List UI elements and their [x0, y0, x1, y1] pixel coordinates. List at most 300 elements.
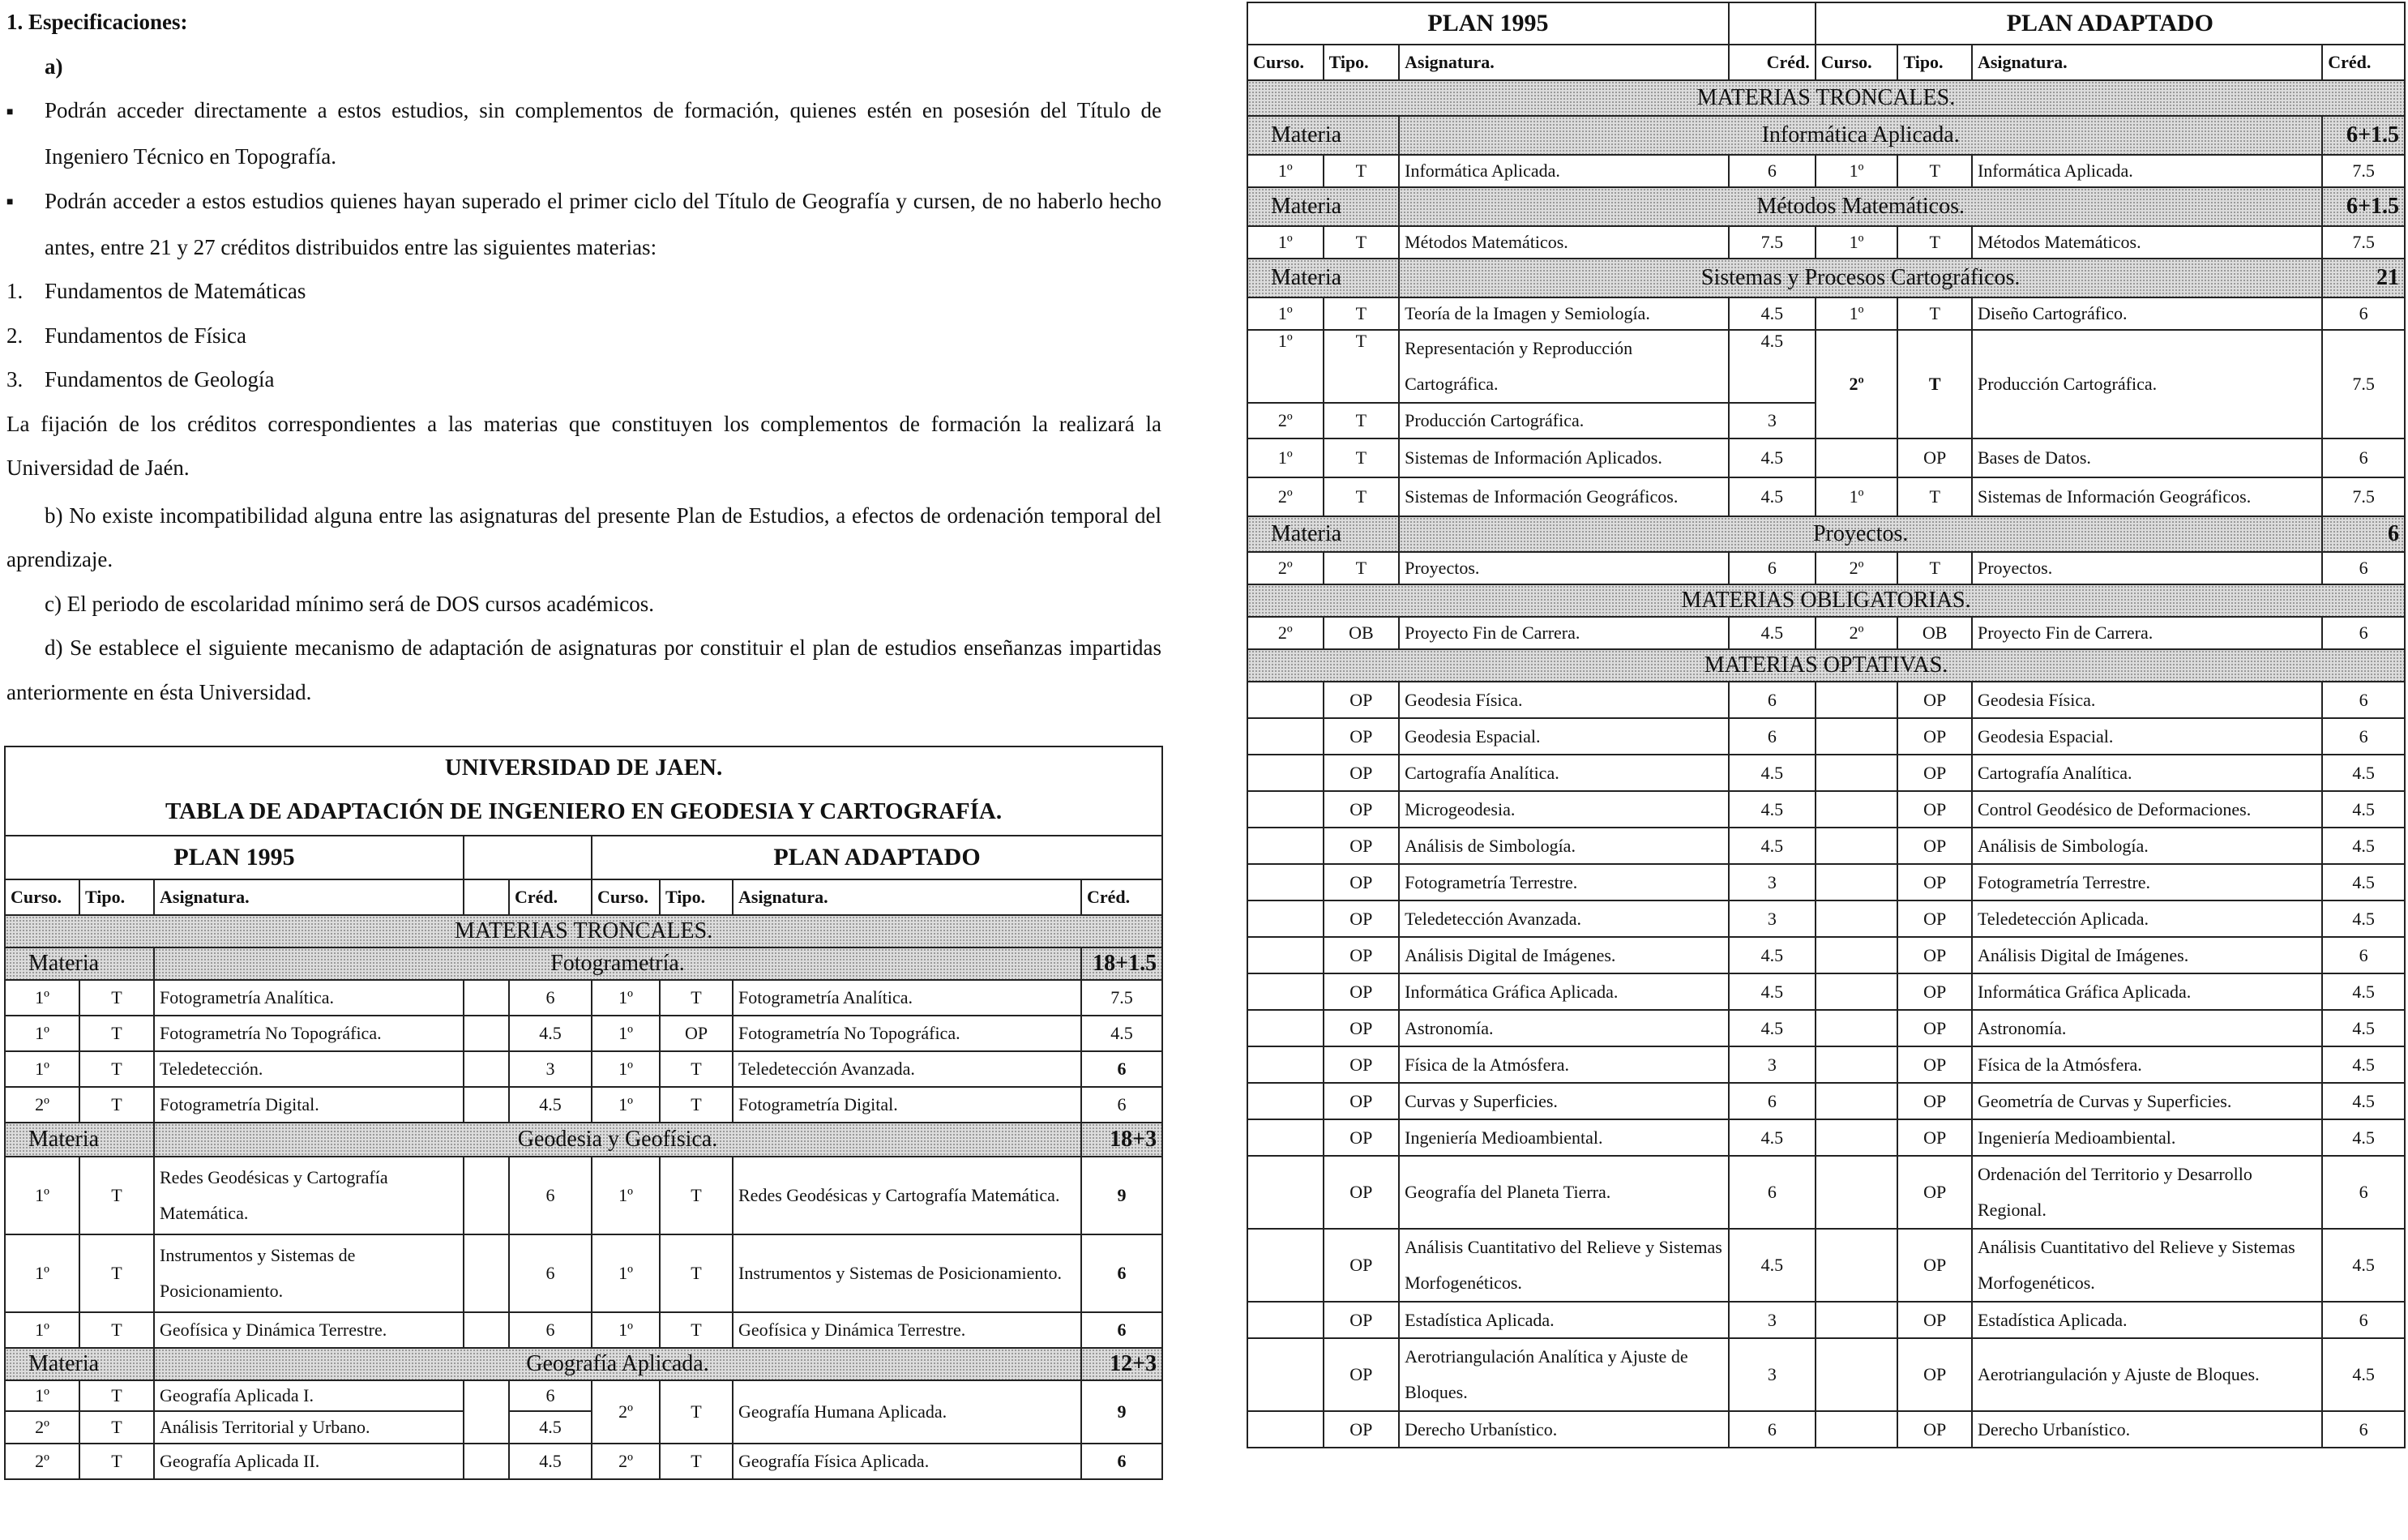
- table-row: [1247, 155, 2405, 187]
- asignatura-cell: Geografía Aplicada II.: [154, 1444, 464, 1479]
- col-asignatura-new: Asignatura.: [1972, 45, 2322, 80]
- curso-cell: 1º: [1247, 226, 1324, 259]
- table-row: [5, 1234, 1162, 1312]
- curso-cell: [1247, 1411, 1324, 1448]
- tipo-cell: T: [79, 980, 154, 1016]
- materia-name: Sistemas y Procesos Cartográficos.: [1399, 259, 2322, 297]
- curso-cell: 1º: [1816, 226, 1898, 259]
- table-row: [5, 1380, 1162, 1411]
- tipo-cell: T: [79, 1312, 154, 1348]
- cred-cell: 4.5: [1729, 755, 1816, 791]
- materia-credits: 18+1.5: [1081, 948, 1162, 980]
- curso-cell: 1º: [592, 1157, 660, 1234]
- asignatura-cell: Microgeodesia.: [1399, 791, 1729, 828]
- list-number: 1.: [6, 279, 24, 304]
- curso-cell: 1º: [1816, 297, 1898, 330]
- tipo-cell: OP: [1324, 937, 1400, 973]
- specifications-text: [6, 0, 1161, 714]
- plan-1995-header: PLAN 1995: [5, 836, 464, 879]
- col-tipo: Tipo.: [79, 879, 154, 915]
- curso-cell: [1816, 1229, 1898, 1302]
- curso-cell: [1816, 864, 1898, 900]
- asignatura-cell: Fotogrametría Terrestre.: [1399, 864, 1729, 900]
- curso-cell: [1247, 1010, 1324, 1046]
- table-row: [1247, 828, 2405, 864]
- asignatura-cell: Geografía Física Aplicada.: [733, 1444, 1081, 1479]
- optativas-body: [1247, 682, 2405, 1448]
- asignatura-cell: Teledetección.: [154, 1051, 464, 1087]
- asignatura-cell: Proyectos.: [1972, 552, 2322, 584]
- adaptation-table-left: [4, 746, 1163, 1480]
- curso-cell: [1247, 1302, 1324, 1338]
- cred-cell: 4.5: [509, 1087, 592, 1123]
- tipo-cell: OP: [1324, 1083, 1400, 1119]
- curso-cell: [1816, 1119, 1898, 1156]
- asignatura-cell: Astronomía.: [1399, 1010, 1729, 1046]
- tipo-cell: OP: [1897, 1411, 1972, 1448]
- table-row: [1247, 864, 2405, 900]
- cred-cell: 7.5: [1081, 980, 1162, 1016]
- curso-cell: [1816, 900, 1898, 937]
- table-row: [1247, 1338, 2405, 1411]
- cred-cell: 4.5: [2322, 973, 2405, 1010]
- tipo-cell: T: [660, 1157, 733, 1234]
- paragraph-b: b) No existe incompatibilidad alguna entre las asignaturas del presente Plan de Estudios, a efectos de ordenación temporal del aprendizaje.: [6, 503, 1161, 572]
- curso-cell: 1º: [1247, 438, 1324, 477]
- asignatura-cell: Producción Cartográfica.: [1399, 403, 1729, 438]
- col-tipo: Tipo.: [1324, 45, 1400, 80]
- plan-1995-header: PLAN 1995: [1247, 2, 1729, 45]
- curso-cell: 1º: [1816, 477, 1898, 516]
- curso-cell: [1816, 1046, 1898, 1083]
- table-row: [5, 980, 1162, 1016]
- materia-name: Informática Aplicada.: [1399, 116, 2322, 155]
- curso-cell: [1816, 828, 1898, 864]
- table-row: [5, 1444, 1162, 1479]
- materia-credits: 6+1.5: [2322, 187, 2405, 226]
- tipo-cell: OP: [1897, 937, 1972, 973]
- curso-cell: 2º: [1247, 552, 1324, 584]
- list-text: Fundamentos de Física: [45, 323, 246, 348]
- asignatura-cell: Geofísica y Dinámica Terrestre.: [733, 1312, 1081, 1348]
- cred-cell: 6: [2322, 552, 2405, 584]
- asignatura-cell: Geografía Aplicada I.: [154, 1380, 464, 1411]
- asignatura-cell: Teledetección Avanzada.: [733, 1051, 1081, 1087]
- table-row: [1247, 617, 2405, 649]
- tipo-cell: T: [1897, 155, 1972, 187]
- table-row: [1247, 1083, 2405, 1119]
- cred-cell: 4.5: [2322, 828, 2405, 864]
- cred-cell: 4.5: [2322, 1229, 2405, 1302]
- table-row: [1247, 330, 2405, 403]
- tipo-cell: T: [1897, 297, 1972, 330]
- curso-cell: [1247, 755, 1324, 791]
- curso-cell: 1º: [5, 1157, 79, 1234]
- asignatura-cell: Teledetección Aplicada.: [1972, 900, 2322, 937]
- asignatura-cell: Control Geodésico de Deformaciones.: [1972, 791, 2322, 828]
- table-row: [1247, 973, 2405, 1010]
- tipo-cell: OP: [1324, 1156, 1400, 1229]
- asignatura-cell: Redes Geodésicas y Cartografía Matemática.: [154, 1157, 464, 1234]
- curso-cell: 2º: [1816, 552, 1898, 584]
- list-text: Fundamentos de Geología: [45, 367, 275, 392]
- tipo-cell: OP: [1324, 1302, 1400, 1338]
- cred-cell: 3: [1729, 900, 1816, 937]
- curso-cell: 2º: [5, 1411, 79, 1444]
- curso-cell: [1247, 718, 1324, 755]
- cred-cell: 4.5: [1729, 617, 1816, 649]
- section-obligatorias: MATERIAS OBLIGATORIAS.: [1247, 584, 2405, 617]
- asignatura-cell: Estadística Aplicada.: [1972, 1302, 2322, 1338]
- tipo-cell: T: [660, 1234, 733, 1312]
- materia-label: Materia: [1247, 116, 1399, 155]
- table-row: [1247, 438, 2405, 477]
- col-curso: Curso.: [1247, 45, 1324, 80]
- asignatura-cell: Teoría de la Imagen y Semiología.: [1399, 297, 1729, 330]
- tipo-cell: T: [660, 980, 733, 1016]
- list-item: [6, 314, 1161, 358]
- cred-cell: 4.5: [2322, 1119, 2405, 1156]
- col-cred-new: Créd.: [1081, 879, 1162, 915]
- curso-cell: [1247, 791, 1324, 828]
- curso-cell: [1247, 1338, 1324, 1411]
- paragraph-d: d) Se establece el siguiente mecanismo de adaptación de asignaturas por constituir el plan de estudios enseñanzas impartidas anteriormente en ésta Universidad.: [6, 635, 1161, 704]
- asignatura-cell: Informática Gráfica Aplicada.: [1972, 973, 2322, 1010]
- tipo-cell: T: [660, 1087, 733, 1123]
- cred-cell: 9: [1081, 1157, 1162, 1234]
- tipo-cell: OP: [660, 1016, 733, 1051]
- list-item: [6, 269, 1161, 314]
- tipo-cell: T: [1324, 403, 1400, 438]
- tipo-cell: OP: [1897, 682, 1972, 718]
- asignatura-cell: Producción Cartográfica.: [1972, 330, 2322, 438]
- curso-cell: 1º: [1247, 330, 1324, 403]
- asignatura-cell: Fotogrametría Analítica.: [733, 980, 1081, 1016]
- tipo-cell: T: [79, 1051, 154, 1087]
- materia-label: Materia: [1247, 516, 1399, 552]
- asignatura-cell: Astronomía.: [1972, 1010, 2322, 1046]
- curso-cell: 1º: [5, 1380, 79, 1411]
- tipo-cell: OP: [1897, 973, 1972, 1010]
- materia-name: Geografía Aplicada.: [154, 1348, 1081, 1380]
- asignatura-cell: Análisis Cuantitativo del Relieve y Sistemas Morfogenéticos.: [1972, 1229, 2322, 1302]
- curso-cell: [1816, 1010, 1898, 1046]
- cred-cell: 4.5: [2322, 1083, 2405, 1119]
- table-row: [1247, 226, 2405, 259]
- cred-cell: 6: [1729, 1083, 1816, 1119]
- cred-cell: 4.5: [509, 1444, 592, 1479]
- asignatura-cell: Fotogrametría Terrestre.: [1972, 864, 2322, 900]
- tipo-cell: T: [1897, 330, 1972, 438]
- curso-cell: [1816, 755, 1898, 791]
- cred-cell: 4.5: [2322, 1010, 2405, 1046]
- cred-cell: 6: [2322, 617, 2405, 649]
- col-asignatura: Asignatura.: [154, 879, 464, 915]
- cred-cell: 6: [1081, 1051, 1162, 1087]
- tipo-cell: T: [660, 1051, 733, 1087]
- sub-heading-a: a): [45, 53, 63, 79]
- cred-cell: 4.5: [1729, 791, 1816, 828]
- university-title: UNIVERSIDAD DE JAEN.: [5, 746, 1162, 789]
- curso-cell: [1816, 718, 1898, 755]
- curso-cell: [1247, 1046, 1324, 1083]
- asignatura-cell: Sistemas de Información Geográficos.: [1399, 477, 1729, 516]
- tipo-cell: OP: [1897, 1156, 1972, 1229]
- tipo-cell: OP: [1324, 864, 1400, 900]
- tipo-cell: OB: [1324, 617, 1400, 649]
- asignatura-cell: Redes Geodésicas y Cartografía Matemática.: [733, 1157, 1081, 1234]
- curso-cell: 2º: [1247, 403, 1324, 438]
- cred-cell: 6: [509, 1234, 592, 1312]
- curso-cell: [1247, 937, 1324, 973]
- tipo-cell: T: [79, 1016, 154, 1051]
- cred-cell: 6: [2322, 297, 2405, 330]
- tipo-cell: OP: [1897, 791, 1972, 828]
- plan-adaptado-header: PLAN ADAPTADO: [1816, 2, 2405, 45]
- asignatura-cell: Geodesia Física.: [1399, 682, 1729, 718]
- curso-cell: [1816, 1302, 1898, 1338]
- paragraph-fixation: La fijación de los créditos correspondientes a las materias que constituyen los complementos de formación la realizará la Universidad de Jaén.: [6, 411, 1161, 481]
- section-optativas: MATERIAS OPTATIVAS.: [1247, 649, 2405, 682]
- tipo-cell: OP: [1897, 864, 1972, 900]
- cred-cell: 7.5: [1729, 226, 1816, 259]
- tipo-cell: T: [1897, 477, 1972, 516]
- tipo-cell: T: [1324, 155, 1400, 187]
- asignatura-cell: Fotogrametría No Topográfica.: [733, 1016, 1081, 1051]
- asignatura-cell: Estadística Aplicada.: [1399, 1302, 1729, 1338]
- asignatura-cell: Ordenación del Territorio y Desarrollo Regional.: [1972, 1156, 2322, 1229]
- asignatura-cell: Derecho Urbanístico.: [1399, 1411, 1729, 1448]
- asignatura-cell: Bases de Datos.: [1972, 438, 2322, 477]
- curso-cell: [1816, 1156, 1898, 1229]
- cred-cell: 3: [1729, 403, 1816, 438]
- cred-cell: 4.5: [509, 1411, 592, 1444]
- cred-cell: 6: [2322, 1302, 2405, 1338]
- cred-cell: 6: [509, 1380, 592, 1411]
- bullet-paragraph: [6, 179, 1161, 270]
- materia-label: Materia: [1247, 187, 1399, 226]
- curso-cell: 2º: [592, 1444, 660, 1479]
- cred-cell: 4.5: [2322, 755, 2405, 791]
- materia-name: Proyectos.: [1399, 516, 2322, 552]
- asignatura-cell: Aerotriangulación Analítica y Ajuste de Bloques.: [1399, 1338, 1729, 1411]
- materia-credits: 21: [2322, 259, 2405, 297]
- asignatura-cell: Fotogrametría No Topográfica.: [154, 1016, 464, 1051]
- cred-cell: 4.5: [1729, 477, 1816, 516]
- tipo-cell: OP: [1897, 1046, 1972, 1083]
- cred-cell: 6: [2322, 937, 2405, 973]
- table-row: [1247, 1229, 2405, 1302]
- asignatura-cell: Cartografía Analítica.: [1972, 755, 2322, 791]
- cred-cell: 6: [2322, 1411, 2405, 1448]
- curso-cell: [1247, 682, 1324, 718]
- curso-cell: [1247, 900, 1324, 937]
- materia-credits: 18+3: [1081, 1123, 1162, 1157]
- curso-cell: [1247, 828, 1324, 864]
- cred-cell: 6: [1081, 1087, 1162, 1123]
- curso-cell: 1º: [592, 1051, 660, 1087]
- tipo-cell: OP: [1324, 1229, 1400, 1302]
- table-row: [5, 1312, 1162, 1348]
- bullet-text: Podrán acceder a estos estudios quienes hayan superado el primer ciclo del Título de Geografía y cursen, de no haberlo hecho antes, entre 21 y 27 créditos distribuidos entre las siguientes materias:: [45, 188, 1161, 259]
- tipo-cell: OP: [1897, 1083, 1972, 1119]
- tipo-cell: T: [79, 1380, 154, 1411]
- table-row: [1247, 937, 2405, 973]
- plan-adaptado-header: PLAN ADAPTADO: [592, 836, 1162, 879]
- cred-cell: 4.5: [1729, 330, 1816, 403]
- tipo-cell: T: [1324, 297, 1400, 330]
- materia-credits: 12+3: [1081, 1348, 1162, 1380]
- tipo-cell: OP: [1897, 1302, 1972, 1338]
- asignatura-cell: Física de la Atmósfera.: [1972, 1046, 2322, 1083]
- tipo-cell: OP: [1897, 755, 1972, 791]
- tipo-cell: T: [1324, 330, 1400, 403]
- asignatura-cell: Sistemas de Información Geográficos.: [1972, 477, 2322, 516]
- col-cred: Créd.: [509, 879, 592, 915]
- table-row: [1247, 791, 2405, 828]
- curso-cell: 2º: [5, 1444, 79, 1479]
- curso-cell: 2º: [5, 1087, 79, 1123]
- cred-cell: 6: [2322, 682, 2405, 718]
- curso-cell: 1º: [592, 1087, 660, 1123]
- materia-credits: 6: [2322, 516, 2405, 552]
- table-row: [1247, 297, 2405, 330]
- cred-cell: 4.5: [1729, 297, 1816, 330]
- cred-cell: 4.5: [1729, 1229, 1816, 1302]
- curso-cell: [1247, 1083, 1324, 1119]
- cred-cell: 6: [1081, 1312, 1162, 1348]
- cred-cell: 4.5: [2322, 1046, 2405, 1083]
- curso-cell: 1º: [5, 1051, 79, 1087]
- col-curso-new: Curso.: [1816, 45, 1898, 80]
- curso-cell: 2º: [1247, 477, 1324, 516]
- curso-cell: [1247, 1119, 1324, 1156]
- tipo-cell: OP: [1324, 900, 1400, 937]
- curso-cell: 2º: [592, 1380, 660, 1444]
- cred-cell: 6: [1081, 1444, 1162, 1479]
- col-tipo-new: Tipo.: [660, 879, 733, 915]
- tipo-cell: OP: [1897, 1229, 1972, 1302]
- curso-cell: 1º: [1816, 155, 1898, 187]
- curso-cell: 1º: [5, 1234, 79, 1312]
- asignatura-cell: Ingeniería Medioambiental.: [1972, 1119, 2322, 1156]
- curso-cell: [1816, 1411, 1898, 1448]
- table-row: [5, 1157, 1162, 1234]
- asignatura-cell: Geografía Humana Aplicada.: [733, 1380, 1081, 1444]
- asignatura-cell: Métodos Matemáticos.: [1972, 226, 2322, 259]
- cred-cell: 4.5: [509, 1016, 592, 1051]
- materia-name: Métodos Matemáticos.: [1399, 187, 2322, 226]
- asignatura-cell: Análisis Cuantitativo del Relieve y Sistemas Morfogenéticos.: [1399, 1229, 1729, 1302]
- cred-cell: 6: [1729, 682, 1816, 718]
- asignatura-cell: Informática Gráfica Aplicada.: [1399, 973, 1729, 1010]
- curso-cell: [1247, 864, 1324, 900]
- cred-cell: 6: [1081, 1234, 1162, 1312]
- tipo-cell: T: [79, 1444, 154, 1479]
- cred-cell: 6: [1729, 1411, 1816, 1448]
- col-cred: Créd.: [1729, 45, 1816, 80]
- asignatura-cell: Análisis Territorial y Urbano.: [154, 1411, 464, 1444]
- curso-cell: 1º: [5, 1016, 79, 1051]
- curso-cell: [1816, 791, 1898, 828]
- table-row: [5, 1051, 1162, 1087]
- cred-cell: 3: [1729, 1046, 1816, 1083]
- tipo-cell: OP: [1324, 1010, 1400, 1046]
- cred-cell: 9: [1081, 1380, 1162, 1444]
- cred-cell: 3: [1729, 864, 1816, 900]
- cred-cell: 4.5: [1081, 1016, 1162, 1051]
- asignatura-cell: Geodesia Espacial.: [1972, 718, 2322, 755]
- table-row: [1247, 755, 2405, 791]
- tipo-cell: OP: [1324, 828, 1400, 864]
- col-curso: Curso.: [5, 879, 79, 915]
- asignatura-cell: Informática Aplicada.: [1972, 155, 2322, 187]
- table-row: [1247, 1302, 2405, 1338]
- asignatura-cell: Teledetección Avanzada.: [1399, 900, 1729, 937]
- asignatura-cell: Ingeniería Medioambiental.: [1399, 1119, 1729, 1156]
- table-row: [1247, 1411, 2405, 1448]
- tipo-cell: T: [79, 1157, 154, 1234]
- tipo-cell: T: [79, 1411, 154, 1444]
- tipo-cell: OP: [1897, 718, 1972, 755]
- table-row: [1247, 1046, 2405, 1083]
- tipo-cell: OP: [1897, 438, 1972, 477]
- tipo-cell: T: [660, 1444, 733, 1479]
- asignatura-cell: Geometría de Curvas y Superficies.: [1972, 1083, 2322, 1119]
- tipo-cell: OP: [1897, 828, 1972, 864]
- col-asignatura-new: Asignatura.: [733, 879, 1081, 915]
- tipo-cell: OP: [1897, 1010, 1972, 1046]
- section-troncales: MATERIAS TRONCALES.: [5, 915, 1162, 948]
- bullet-icon: ■: [6, 105, 14, 118]
- cred-cell: 6: [1729, 552, 1816, 584]
- table-row: [1247, 552, 2405, 584]
- cred-cell: 4.5: [2322, 1338, 2405, 1411]
- cred-cell: 7.5: [2322, 155, 2405, 187]
- table-row: [1247, 1156, 2405, 1229]
- curso-cell: 2º: [1816, 330, 1898, 438]
- asignatura-cell: Análisis de Simbología.: [1972, 828, 2322, 864]
- bullet-icon: ■: [6, 196, 14, 209]
- list-item: [6, 357, 1161, 402]
- cred-cell: 4.5: [2322, 864, 2405, 900]
- cred-cell: 6: [509, 1312, 592, 1348]
- table-title: TABLA DE ADAPTACIÓN DE INGENIERO EN GEODESIA Y CARTOGRAFÍA.: [5, 789, 1162, 836]
- tipo-cell: T: [1324, 438, 1400, 477]
- tipo-cell: OP: [1897, 1119, 1972, 1156]
- asignatura-cell: Análisis de Simbología.: [1399, 828, 1729, 864]
- cred-cell: 4.5: [1729, 1119, 1816, 1156]
- cred-cell: 7.5: [2322, 226, 2405, 259]
- asignatura-cell: Proyecto Fin de Carrera.: [1972, 617, 2322, 649]
- section-heading: 1. Especificaciones:: [6, 10, 188, 34]
- curso-cell: [1816, 1083, 1898, 1119]
- asignatura-cell: Cartografía Analítica.: [1399, 755, 1729, 791]
- curso-cell: [1816, 937, 1898, 973]
- asignatura-cell: Métodos Matemáticos.: [1399, 226, 1729, 259]
- col-tipo-new: Tipo.: [1897, 45, 1972, 80]
- materia-label: Materia: [5, 1123, 154, 1157]
- table-row: [1247, 718, 2405, 755]
- tipo-cell: T: [1324, 477, 1400, 516]
- tipo-cell: T: [79, 1087, 154, 1123]
- tipo-cell: T: [1324, 552, 1400, 584]
- tipo-cell: OP: [1897, 900, 1972, 937]
- table-row: [1247, 1010, 2405, 1046]
- materia-label: Materia: [5, 948, 154, 980]
- asignatura-cell: Diseño Cartográfico.: [1972, 297, 2322, 330]
- asignatura-cell: Curvas y Superficies.: [1399, 1083, 1729, 1119]
